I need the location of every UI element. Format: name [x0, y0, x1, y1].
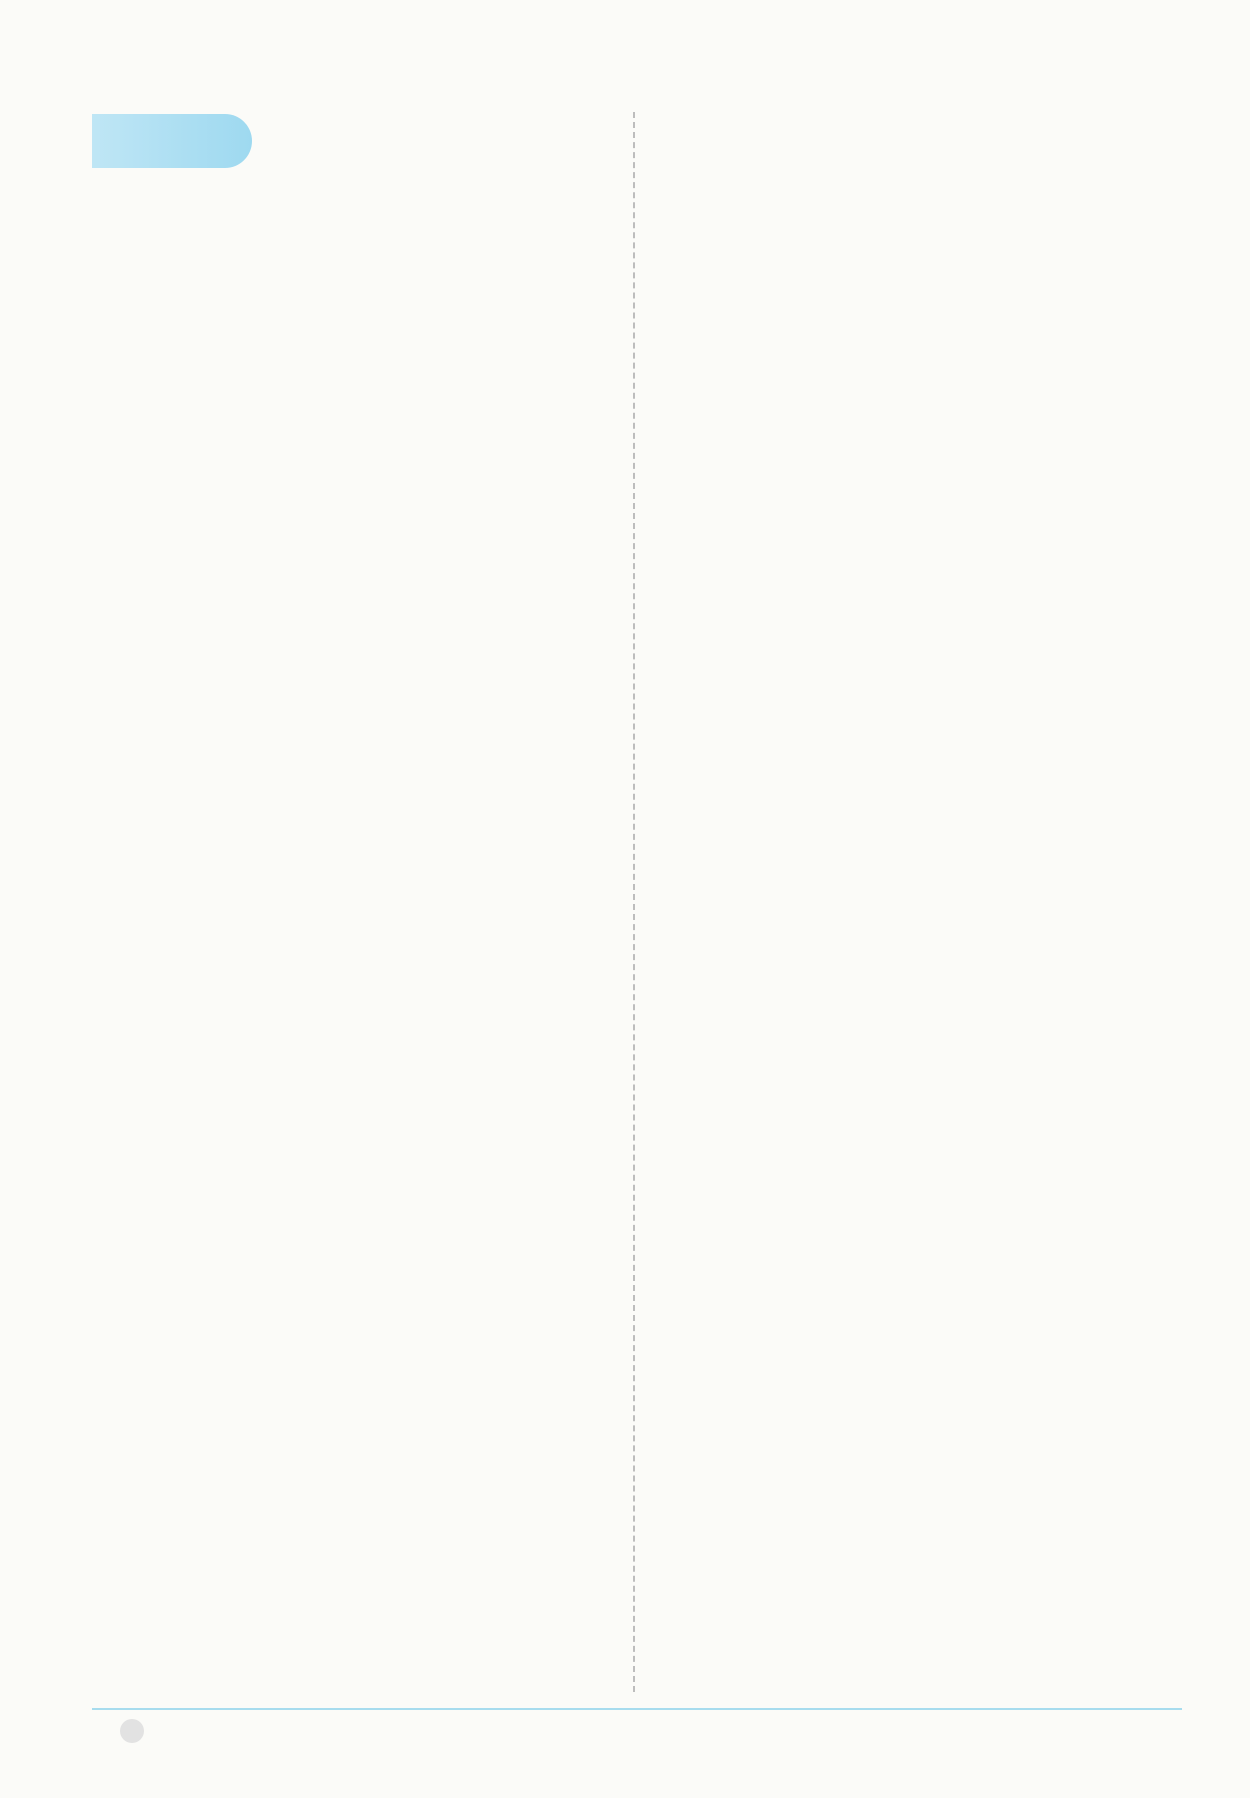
chapter-tab [92, 114, 252, 168]
footer-rule [92, 1708, 1182, 1710]
column-divider [633, 112, 635, 1692]
page-footer [114, 1718, 144, 1743]
sd-badge [120, 1719, 144, 1743]
